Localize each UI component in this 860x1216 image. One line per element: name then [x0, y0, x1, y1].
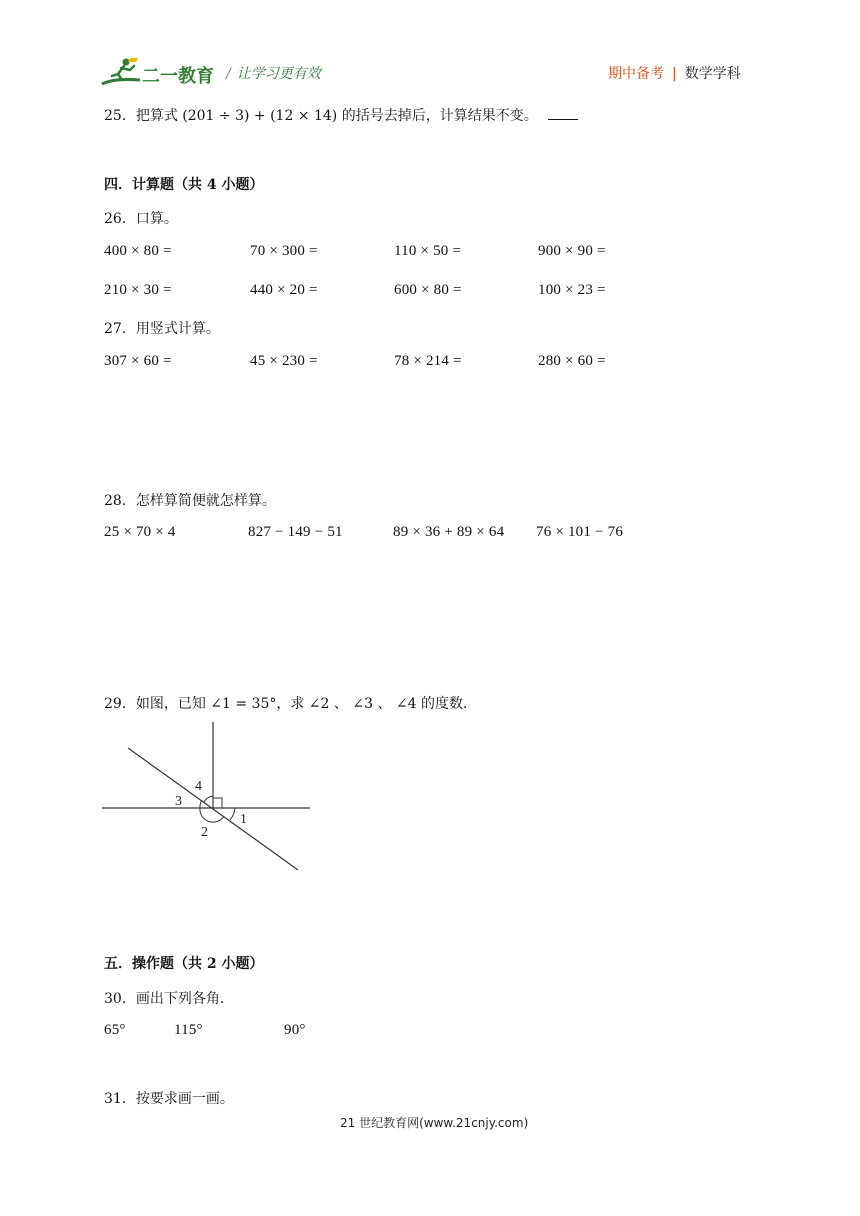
question-25: [104, 105, 578, 125]
angle-label-2: 2: [201, 825, 208, 840]
question-25-text: 25．把算式 (201 ÷ 3) + (12 × 14) 的括号去掉后，计算结果不变。: [104, 108, 538, 124]
answer-blank[interactable]: [548, 109, 578, 120]
q28-item: 25 × 70 × 4: [104, 524, 176, 540]
q26-item: 70 × 300 =: [250, 243, 318, 259]
q26-item: 210 × 30 =: [104, 282, 172, 298]
question-27-title: 27．用竖式计算。: [104, 321, 220, 337]
angle-label-1: 1: [240, 812, 247, 827]
question-31-title: 31．按要求画一画。: [104, 1091, 234, 1107]
q26-item: 100 × 23 =: [538, 282, 606, 298]
slash-divider: /: [226, 66, 231, 82]
q27-item: 307 × 60 =: [104, 353, 172, 369]
section-5-title: 五．操作题（共 2 小题）: [104, 956, 264, 972]
question-26-title: 26．口算。: [104, 211, 178, 227]
section-4-title: 四．计算题（共 4 小题）: [104, 177, 264, 193]
q26-item: 400 × 80 =: [104, 243, 172, 259]
q26-item: 440 × 20 =: [250, 282, 318, 298]
q27-item: 280 × 60 =: [538, 353, 606, 369]
header-right: [608, 63, 741, 83]
q28-item: 76 × 101 − 76: [536, 524, 624, 540]
angle-value: 90°: [284, 1022, 306, 1038]
q26-item: 600 × 80 =: [394, 282, 462, 298]
q27-item: 78 × 214 =: [394, 353, 462, 369]
right-angle-mark: [213, 798, 222, 808]
page-footer: 21 世纪教育网(www.21cnjy.com): [340, 1116, 529, 1130]
question-30-title: 30．画出下列各角．: [104, 991, 234, 1007]
q26-item: 110 × 50 =: [394, 243, 462, 259]
angle-arc-4: [204, 796, 213, 802]
angle-label-4: 4: [195, 779, 202, 794]
runner-logo-icon: [100, 56, 142, 88]
angle-arc-3: [200, 800, 202, 808]
q27-item: 45 × 230 =: [250, 353, 318, 369]
subject-label: 数学学科: [684, 66, 741, 82]
q28-item: 89 × 36 + 89 × 64: [393, 524, 505, 540]
logo-text: 二一教育: [142, 66, 214, 87]
header-slogan: [226, 63, 321, 83]
exam-label: 期中备考: [608, 66, 664, 82]
angle-arc-2: [200, 808, 224, 822]
angle-label-3: 3: [175, 794, 182, 809]
header-separator: |: [672, 66, 677, 82]
q26-item: 900 × 90 =: [538, 243, 606, 259]
slogan-text: 让学习更有效: [236, 66, 321, 82]
question-29-text: 29．如图，已知 ∠1 = 35°，求 ∠2 、 ∠3 、 ∠4 的度数．: [104, 696, 477, 712]
angle-arc-1: [230, 808, 235, 820]
question-28-title: 28．怎样算简便就怎样算。: [104, 493, 276, 509]
header-logo: [100, 56, 220, 88]
q28-item: 827 − 149 − 51: [248, 524, 343, 540]
angle-value: 65°: [104, 1022, 126, 1038]
angle-value: 115°: [174, 1022, 203, 1038]
angle-figure: [100, 720, 314, 872]
